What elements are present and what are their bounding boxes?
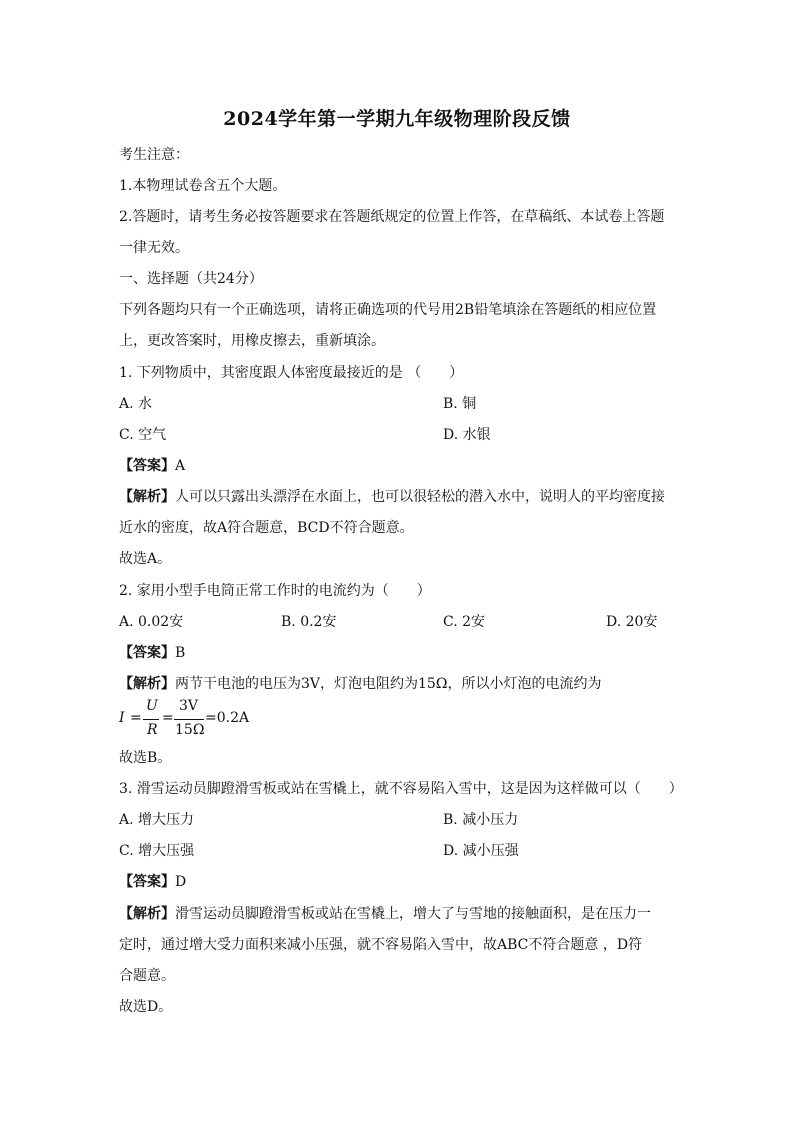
q3-analysis-line-3: 合题意。 [119,968,175,984]
q1-analysis-line-1 [119,488,665,506]
q1-answer [119,457,185,475]
formula-denominator-2: 15Ω [175,722,205,738]
current-formula [119,698,279,742]
formula-result: =0.2A [205,710,250,726]
section-heading: 一、选择题（共24分） [119,271,263,287]
page-title: 2024学年第一学期九年级物理阶段反馈 [223,108,571,130]
formula-denominator-1: R [147,722,158,738]
q2-stem: 2. 家用小型手电筒正常工作时的电流约为（ ） [119,583,431,599]
q1-analysis-line-2: 近水的密度，故A符合题意，BCD不符合题意。 [119,520,414,536]
section-instruction-line-1: 下列各题均只有一个正确选项，请将正确选项的代号用2B铅笔填涂在答题纸的相应位置 [119,302,657,318]
q1-stem: 1. 下列物质中，其密度跟人体密度最接近的是 （ ） [119,365,464,381]
q3-option-b: B. 减小压力 [443,812,519,828]
formula-lhs: I [119,710,125,726]
q3-option-c: C. 增大压强 [119,843,195,859]
q3-analysis-line-1 [119,905,651,923]
q3-conclusion: 故选D。 [119,999,173,1015]
fraction-bar-1 [143,719,159,720]
q2-option-d: D. 20安 [606,614,658,630]
q1-answer-value: A [175,458,186,474]
analysis-label: 【解析】 [119,906,175,922]
fraction-bar-2 [174,719,204,720]
q2-conclusion: 故选B。 [119,750,172,766]
formula-numerator-1: U [146,698,158,714]
q1-option-c: C. 空气 [119,427,167,443]
formula-equals-1: = [130,710,142,726]
q3-answer-value: D [175,874,187,890]
answer-label: 【答案】 [119,458,175,474]
q3-option-a: A. 增大压力 [119,812,195,828]
q3-stem: 3. 滑雪运动员脚蹬滑雪板或站在雪橇上，就不容易陷入雪中，这是因为这样做可以（ ） [119,781,683,797]
section-instruction-line-2: 上，更改答案时，用橡皮擦去，重新填涂。 [119,333,385,349]
q2-answer-value: B [175,645,186,661]
q1-analysis-text: 人可以只露出头漂浮在水面上，也可以很轻松的潜入水中，说明人的平均密度接 [175,489,665,505]
notice-heading: 考生注意： [119,147,189,163]
q3-analysis-line-2: 定时，通过增大受力面积来减小压强，就不容易陷入雪中，故ABC不符合题意 ，D符 [119,937,643,953]
q1-option-a: A. 水 [119,396,153,412]
q3-option-d: D. 减小压强 [443,843,519,859]
notice-item-2-line-1: 2.答题时，请考生务必按答题要求在答题纸规定的位置上作答，在草稿纸、本试卷上答题 [119,209,665,225]
q2-option-a: A. 0.02安 [119,614,184,630]
analysis-label: 【解析】 [119,676,175,692]
q2-option-c: C. 2安 [443,614,486,630]
q3-answer [119,873,186,891]
notice-item-2-line-2: 一律无效。 [119,240,189,256]
q1-option-b: B. 铜 [443,396,477,412]
q2-answer [119,644,185,662]
q2-option-b: B. 0.2安 [281,614,337,630]
formula-numerator-2: 3V [179,698,199,714]
q2-analysis-text: 两节干电池的电压为3V，灯泡电阻约为15Ω，所以小灯泡的电流约为 [175,676,602,692]
analysis-label: 【解析】 [119,489,175,505]
q1-option-d: D. 水银 [443,427,491,443]
answer-label: 【答案】 [119,645,175,661]
answer-label: 【答案】 [119,874,175,890]
q3-analysis-text: 滑雪运动员脚蹬滑雪板或站在雪橇上，增大了与雪地的接触面积，是在压力一 [175,906,651,922]
q2-analysis-line-1 [119,675,601,693]
formula-equals-2: = [162,710,174,726]
q1-conclusion: 故选A。 [119,551,172,567]
notice-item-1: 1.本物理试卷含五个大题。 [119,178,287,194]
